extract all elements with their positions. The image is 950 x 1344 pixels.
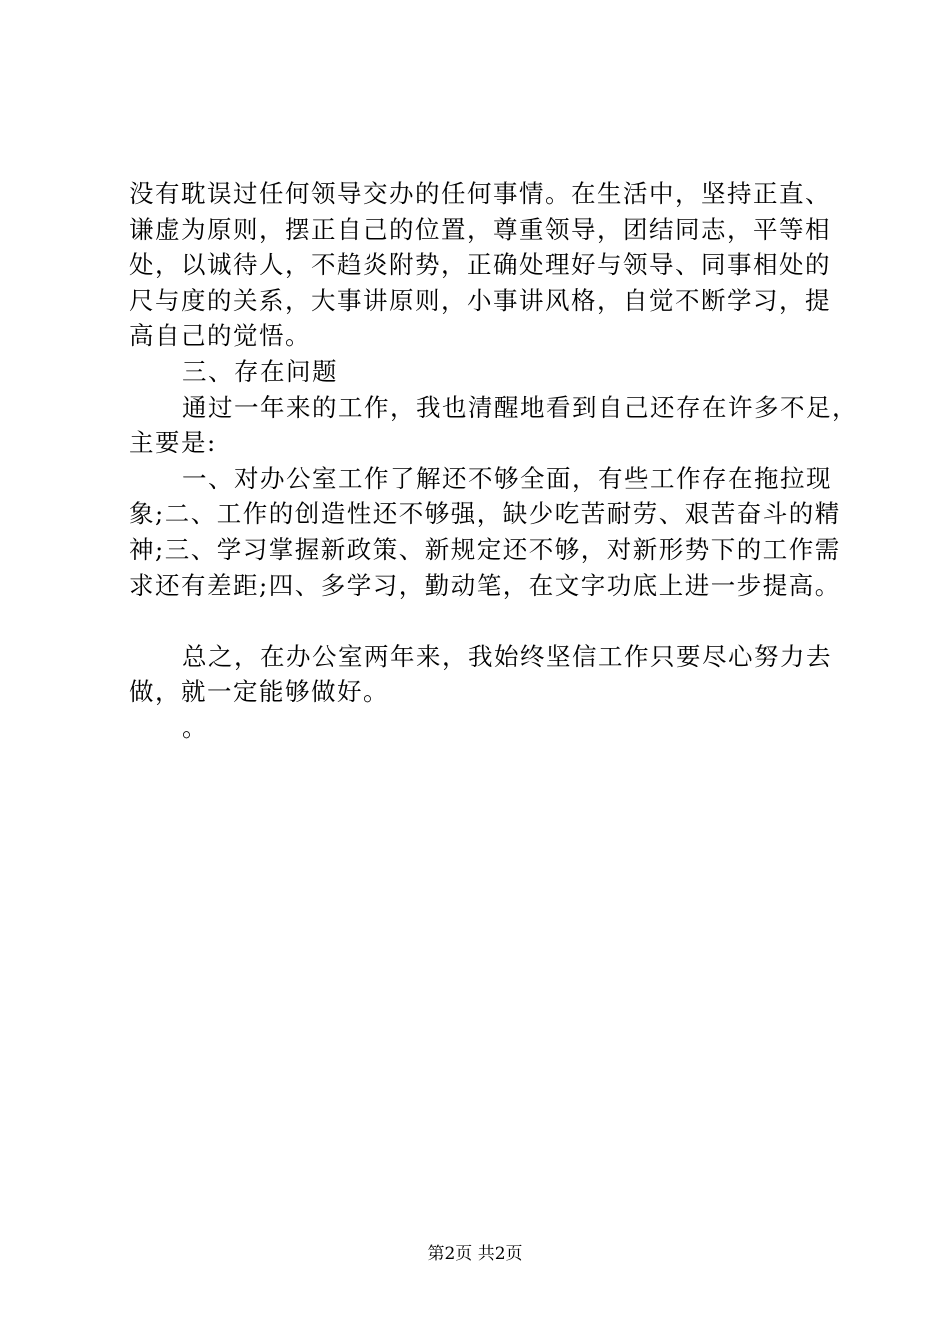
text-line: 尺与度的关系，大事讲原则，小事讲风格，自觉不断学习，提 [129,285,831,315]
text-line: 谦虚为原则，摆正自己的位置，尊重领导，团结同志，平等相 [129,214,831,244]
text-line: 神;三、学习掌握新政策、新规定还不够，对新形势下的工作需 [129,534,841,564]
text-line: 做，就一定能够做好。 [129,677,389,707]
paragraph-spacer [129,603,829,639]
text-line: 。 [182,712,208,742]
text-line: 高自己的觉悟。 [129,321,311,351]
text-line: 通过一年来的工作，我也清醒地看到自己还存在许多不足， [182,392,858,422]
text-line: 一、对办公室工作了解还不够全面，有些工作存在拖拉现 [182,463,832,493]
text-line: 主要是: [129,428,217,458]
text-line: 求还有差距;四、多学习，勤动笔，在文字功底上进一步提高。 [129,570,841,600]
text-line: 处，以诚待人，不趋炎附势，正确处理好与领导、同事相处的 [129,250,831,280]
text-line: 象;二、工作的创造性还不够强，缺少吃苦耐劳、艰苦奋斗的精 [129,499,841,529]
section-heading: 三、存在问题 [182,356,338,386]
document-body [129,176,858,746]
text-line: 总之，在办公室两年来，我始终坚信工作只要尽心努力去 [182,641,832,671]
text-line: 没有耽误过任何领导交办的任何事情。在生活中，坚持正直、 [129,179,831,208]
page-footer: 第2页 共2页 [427,1244,523,1264]
